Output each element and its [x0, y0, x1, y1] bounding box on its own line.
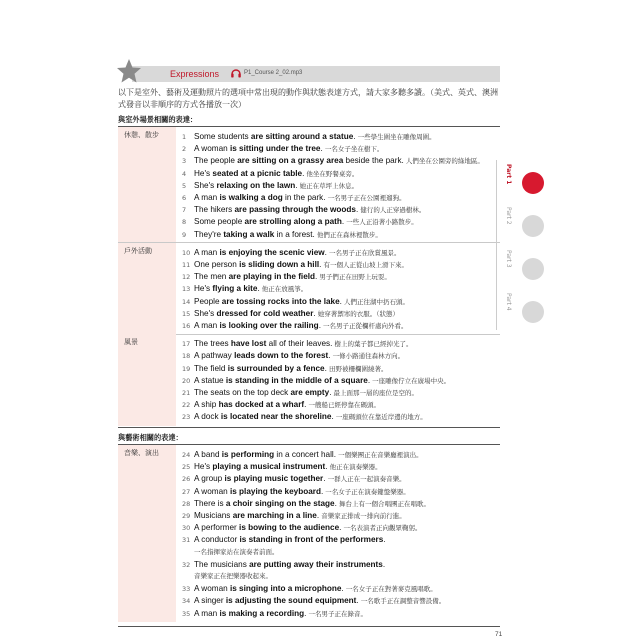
outdoor-expressions-table — [118, 127, 500, 427]
english-sentence — [194, 523, 341, 532]
chinese-translation: 一名指揮家站在演奏者前面。 — [194, 547, 279, 556]
sentence-prefix: There is — [194, 498, 226, 508]
expression-line — [182, 228, 500, 240]
sentence-prefix: A woman — [194, 584, 230, 594]
chinese-translation: 一名表演者正向觀眾鞠躬。 — [341, 524, 422, 533]
chinese-translation: 她穿著禦寒的衣服。（狀態） — [315, 309, 400, 318]
chinese-translation: 他正在放風箏。 — [259, 285, 308, 294]
sentence-prefix: The people — [194, 156, 238, 166]
chinese-translation: 一名男子正在錄音。 — [306, 609, 367, 618]
key-expression: are marching in a line — [232, 511, 317, 520]
chinese-translation: 她正在草坪上休息。 — [297, 181, 359, 190]
group-tag-label: 戶外活動 — [124, 246, 152, 255]
expression-line — [182, 295, 500, 307]
line-number: 19 — [182, 364, 191, 373]
group-tag-label: 休憩、散步 — [124, 131, 159, 139]
expression-line — [182, 142, 500, 154]
key-expression: are sitting around a statue — [250, 132, 354, 141]
english-sentence — [194, 260, 321, 269]
line-number: 8 — [182, 218, 187, 227]
english-sentence — [194, 309, 316, 318]
sentence-suffix: . — [355, 205, 359, 215]
line-number: 26 — [182, 475, 191, 484]
line-number: 2 — [182, 145, 187, 154]
line-number: 17 — [182, 340, 191, 349]
sentence-prefix: One person — [194, 259, 240, 269]
chinese-translation: 舞台上有一個合唱團正在唱歌。 — [336, 499, 430, 508]
sentence-suffix: . — [295, 180, 298, 190]
tab-part-4-marker[interactable] — [522, 301, 544, 323]
audio-file-name: P1_Course 2_02.mp3 — [244, 70, 303, 76]
tab-divider — [496, 160, 497, 330]
sentence-suffix: in a forest. — [274, 229, 315, 239]
line-number: 20 — [182, 376, 191, 385]
key-expression: is standing in the middle of a square — [225, 375, 368, 385]
key-expression: are playing in the field — [228, 272, 316, 282]
sentence-suffix: all of their leaves. — [266, 339, 333, 349]
sentence-prefix: A conductor — [194, 535, 240, 545]
english-sentence — [194, 499, 337, 508]
line-number: 16 — [182, 321, 191, 330]
key-expression: leads down to the forest — [234, 351, 329, 361]
key-expression: has docked at a wharf — [218, 400, 305, 410]
key-expression: is bowing to the audience — [239, 523, 340, 533]
sentence-suffix: . — [328, 351, 331, 361]
expression-line — [182, 319, 500, 331]
english-sentence — [194, 321, 321, 330]
expression-group — [118, 445, 500, 622]
sentence-prefix: Some students — [194, 132, 251, 141]
key-expression: is located near the shoreline — [220, 412, 332, 422]
line-number: 1 — [182, 133, 187, 141]
sentence-suffix: . — [356, 596, 359, 606]
line-number: 13 — [182, 285, 191, 294]
expression-line — [182, 349, 500, 361]
tab-part-3-marker[interactable] — [522, 258, 544, 280]
sentence-prefix: A dock — [194, 412, 221, 422]
english-sentence — [194, 230, 315, 239]
expression-line — [182, 582, 500, 594]
chinese-translation: 人們坐在公園旁的綠地區。 — [403, 157, 484, 166]
expressions-header — [118, 64, 500, 84]
sentence-prefix: A pathway — [194, 351, 235, 361]
key-expression: are strolling along a path — [244, 217, 342, 227]
group-tag — [118, 127, 176, 243]
sentence-prefix: A man — [194, 320, 220, 330]
sentence-prefix: A woman — [194, 144, 230, 154]
sentence-suffix: in the park. — [282, 193, 326, 202]
key-expression: are putting away their instruments — [249, 559, 383, 569]
expression-line — [182, 398, 500, 410]
section-title-outdoor: 與室外場景相關的表達： — [118, 115, 198, 124]
key-expression: a choir singing on the stage — [225, 498, 335, 508]
page-number: 71 — [495, 631, 503, 638]
sentence-prefix: A ship — [194, 400, 219, 410]
star-icon — [116, 58, 142, 84]
key-expression: is making a recording — [219, 608, 305, 618]
expression-line — [182, 521, 500, 533]
sentence-prefix: People — [194, 296, 222, 306]
english-sentence — [194, 376, 370, 385]
sentence-suffix: . — [329, 387, 332, 397]
expression-line — [182, 448, 500, 460]
sentence-prefix: He's — [194, 462, 213, 472]
line-number: 22 — [182, 401, 191, 410]
section-rule — [118, 427, 500, 428]
group-tag — [118, 243, 176, 334]
tab-part-3[interactable]: Part 3 — [505, 250, 512, 268]
line-number: 7 — [182, 206, 187, 215]
sentence-prefix: Musicians — [194, 511, 233, 520]
line-number: 5 — [182, 181, 187, 190]
sentence-suffix: . — [353, 132, 356, 141]
english-sentence — [194, 609, 306, 618]
english-sentence — [194, 181, 298, 190]
chinese-translation: 一名男子正在公園裡遛狗。 — [325, 194, 406, 202]
sentence-suffix: . — [341, 217, 345, 227]
sentence-prefix: They're — [194, 229, 224, 239]
chinese-translation: 他正在演奏樂器。 — [327, 463, 382, 472]
group-tag — [118, 334, 176, 425]
key-expression: is playing the keyboard — [229, 486, 321, 496]
chinese-translation: 一名歌手正在調整音響設備。 — [358, 597, 446, 606]
expression-line — [182, 270, 500, 282]
key-expression: is sliding down a hill — [239, 259, 320, 269]
section-title-art: 與藝術相關的表達： — [118, 433, 183, 442]
line-number: 3 — [182, 157, 187, 166]
line-number: 15 — [182, 309, 191, 318]
expression-line — [182, 337, 500, 349]
line-number: 23 — [182, 413, 191, 422]
key-expression: playing a musical instrument — [212, 462, 326, 472]
part-tabs — [496, 160, 526, 330]
chinese-translation: 一座雕像佇立在廣場中央。 — [370, 376, 451, 385]
expression-line — [182, 179, 500, 191]
key-expression: is enjoying the scenic view — [219, 247, 325, 257]
sentence-suffix: . — [383, 535, 386, 545]
expression-line — [182, 497, 500, 509]
chinese-translation: 一條小路通往森林方向。 — [330, 352, 405, 361]
header-title: Expressions — [170, 69, 220, 79]
english-sentence — [194, 248, 327, 257]
sentence-suffix: . — [315, 272, 318, 282]
sentence-prefix: She's — [194, 308, 217, 318]
sentence-prefix: A performer — [194, 523, 240, 533]
english-sentence — [194, 462, 328, 471]
english-sentence — [194, 144, 323, 153]
line-number: 4 — [182, 169, 187, 178]
chinese-translation: 他們正在森林裡散步。 — [314, 230, 382, 239]
sentence-suffix: . — [382, 559, 386, 569]
sentence-suffix: . — [325, 462, 328, 472]
english-sentence — [194, 400, 306, 409]
expression-line — [182, 203, 500, 215]
sentence-suffix: . — [304, 608, 307, 618]
line-number: 32 — [182, 560, 191, 569]
expression-line — [182, 374, 500, 386]
sentence-suffix: beside the park. — [343, 156, 404, 166]
expression-line — [182, 460, 500, 472]
sentence-suffix: . — [367, 375, 371, 385]
line-number: 12 — [182, 273, 191, 282]
chinese-translation: 最上面那一層的座位是空的。 — [331, 388, 419, 397]
sentence-prefix: A group — [194, 474, 225, 484]
english-sentence — [194, 193, 326, 202]
sentence-prefix: A statue — [194, 375, 226, 385]
sentence-suffix: . — [320, 486, 324, 496]
expression-line — [182, 191, 500, 203]
key-expression: is performing — [221, 450, 275, 459]
expression-line — [182, 607, 500, 619]
key-expression: is standing in front of the performers — [239, 535, 384, 545]
sentence-suffix: . — [341, 584, 344, 594]
english-sentence — [194, 535, 386, 544]
chinese-translation: 一座碼頭位在靠近岸邊的地方。 — [333, 413, 427, 422]
key-expression: seated at a picnic table — [212, 168, 303, 178]
expression-line — [182, 215, 500, 227]
tab-part-2[interactable]: Part 2 — [505, 207, 512, 225]
key-expression: are tossing rocks into the lake — [221, 296, 340, 306]
line-number: 27 — [182, 487, 191, 496]
chinese-translation: 一名女子坐在樹下。 — [322, 145, 384, 154]
chinese-translation: 一名女子正在對著麥克風唱歌。 — [343, 585, 437, 594]
key-expression: is adjusting the sound equipment — [225, 596, 357, 606]
english-sentence — [194, 284, 260, 293]
sentence-suffix: . — [339, 523, 342, 533]
sentence-suffix: . — [339, 296, 342, 306]
chinese-translation: 一名男子正從欄杆處向外看。 — [320, 321, 408, 330]
sentence-suffix: . — [320, 144, 323, 154]
expression-line — [182, 410, 500, 422]
sentence-suffix: . — [302, 168, 305, 178]
sentence-prefix: The seats on the top deck — [194, 387, 291, 397]
key-expression: is singing into a microphone — [229, 584, 342, 594]
key-expression: taking a walk — [223, 229, 275, 239]
page — [118, 60, 500, 630]
sentence-prefix: A man — [194, 608, 220, 618]
section-rule — [118, 626, 500, 627]
english-sentence — [194, 205, 358, 214]
key-expression: flying a kite — [212, 284, 258, 294]
key-expression: dressed for cold weather — [216, 308, 314, 318]
expression-line — [182, 485, 500, 497]
chinese-translation: 音樂家正在把樂器收起來。 — [194, 572, 272, 580]
chinese-translation: 一些學生圍坐在雕像周圍。 — [355, 133, 436, 141]
chinese-translation: 他坐在野餐桌旁。 — [304, 169, 359, 178]
sentence-suffix: . — [323, 474, 326, 484]
expression-line — [182, 558, 500, 570]
sentence-suffix: . — [318, 320, 321, 330]
sentence-suffix: in a concert hall. — [274, 450, 337, 459]
expression-line — [182, 307, 500, 319]
sentence-suffix: . — [257, 284, 260, 294]
line-number: 14 — [182, 297, 191, 306]
chinese-translation: 一艘船已經停靠在碼頭。 — [306, 401, 380, 410]
group-tag — [118, 445, 176, 622]
expression-line — [182, 362, 500, 374]
sentence-prefix: A man — [194, 193, 220, 202]
sentence-prefix: The trees — [194, 339, 231, 349]
line-number: 28 — [182, 499, 191, 508]
line-number: 9 — [182, 230, 187, 239]
sentence-prefix: Some people — [194, 217, 245, 227]
english-sentence — [194, 169, 304, 178]
key-expression: are empty — [290, 387, 330, 397]
expression-group — [118, 334, 500, 425]
expression-line — [182, 386, 500, 398]
line-number: 11 — [182, 260, 191, 269]
sentence-prefix: A singer — [194, 596, 226, 606]
english-sentence — [194, 412, 334, 421]
chinese-translation: 健行的人正穿過樹林。 — [358, 206, 426, 215]
line-number: 29 — [182, 512, 191, 520]
line-number: 35 — [182, 609, 191, 618]
line-number: 21 — [182, 388, 191, 397]
expression-group — [118, 243, 500, 334]
chinese-translation: 一名女子正在演奏鍵盤樂器。 — [323, 487, 410, 496]
line-number: 33 — [182, 585, 191, 594]
intro-text: 以下是室外、藝術及運動照片的選項中常出現的動作與狀態表達方式，請大家多聽多讀。（美式、英式、澳洲式發音以非順序的方式各播放一次） — [118, 88, 498, 109]
english-sentence — [194, 297, 342, 306]
line-number: 18 — [182, 352, 191, 361]
english-sentence — [194, 450, 336, 459]
chinese-translation: 一群人正在一起演奏音樂。 — [325, 475, 406, 484]
chinese-translation: 一個樂團正在音樂廳裡演出。 — [336, 451, 423, 459]
key-expression: is surrounded by a fence — [227, 363, 325, 373]
line-number: 30 — [182, 524, 191, 533]
expression-line — [182, 533, 500, 545]
expression-line — [182, 167, 500, 179]
key-expression: is walking a dog — [219, 193, 283, 202]
expression-line — [182, 130, 500, 142]
english-sentence — [194, 511, 319, 520]
tab-part-1-marker[interactable] — [522, 172, 544, 194]
key-expression: have lost — [230, 339, 267, 349]
sentence-suffix: . — [324, 363, 327, 373]
sentence-suffix: . — [313, 308, 316, 318]
chinese-translation: 音樂家正排成一排向前行進。 — [319, 512, 406, 520]
tab-part-4[interactable]: Part 4 — [505, 293, 512, 311]
english-sentence — [194, 156, 404, 165]
sentence-prefix: The hikers — [194, 205, 235, 215]
group-tag-label: 音樂、演出 — [124, 449, 159, 457]
sentence-prefix: A man — [194, 247, 220, 257]
expression-line — [182, 154, 500, 166]
expression-line — [182, 258, 500, 270]
chinese-translation: 田野被柵欄圍繞著。 — [326, 364, 388, 373]
sentence-suffix: . — [316, 511, 320, 520]
key-expression: is playing music together — [224, 474, 324, 484]
sentence-suffix: . — [334, 498, 337, 508]
chinese-translation: 一些人正沿著小路散步。 — [344, 218, 418, 227]
english-sentence — [194, 474, 326, 483]
sentence-suffix: . — [324, 247, 327, 257]
chinese-translation: 男子們正在田野上玩耍。 — [317, 273, 391, 282]
key-expression: are passing through the woods — [234, 205, 356, 215]
key-expression: is sitting under the tree — [229, 144, 321, 154]
english-sentence — [194, 388, 331, 397]
headphones-icon[interactable] — [230, 67, 242, 79]
sentence-prefix: He's — [194, 284, 213, 294]
chinese-translation: 有一個人正從山坡上滑下來。 — [321, 260, 408, 269]
sentence-suffix: . — [319, 259, 322, 269]
expression-line — [182, 282, 500, 294]
expression-line — [182, 594, 500, 606]
sentence-prefix: The men — [194, 272, 229, 282]
expression-line — [182, 472, 500, 484]
english-sentence — [194, 584, 344, 593]
english-sentence — [194, 560, 385, 569]
sentence-suffix: . — [331, 412, 334, 422]
english-sentence — [194, 132, 356, 141]
english-sentence — [194, 596, 359, 605]
tab-part-1[interactable]: Part 1 — [505, 164, 512, 185]
expression-group — [118, 127, 500, 243]
group-tag-label: 風景 — [124, 338, 138, 347]
english-sentence — [194, 339, 332, 348]
line-number: 10 — [182, 248, 191, 257]
line-number: 24 — [182, 451, 191, 459]
sentence-prefix: She's — [194, 180, 217, 190]
sentence-prefix: The musicians — [194, 559, 250, 569]
art-expressions-table — [118, 445, 500, 626]
sentence-prefix: He's — [194, 168, 213, 178]
expression-line — [182, 509, 500, 521]
line-number: 25 — [182, 463, 191, 472]
english-sentence — [194, 364, 327, 373]
key-expression: relaxing on the lawn — [216, 180, 296, 190]
sentence-prefix: The field — [194, 363, 228, 373]
sentence-prefix: A band — [194, 450, 222, 459]
english-sentence — [194, 351, 331, 360]
english-sentence — [194, 217, 344, 226]
chinese-translation: 人們正往湖中扔石頭。 — [341, 297, 409, 306]
english-sentence — [194, 487, 323, 496]
key-expression: is looking over the railing — [219, 320, 319, 330]
tab-part-2-marker[interactable] — [522, 215, 544, 237]
line-number: 6 — [182, 194, 187, 202]
line-number: 34 — [182, 597, 191, 606]
expression-line — [182, 246, 500, 258]
sentence-suffix: . — [304, 400, 307, 410]
sentence-prefix: A woman — [194, 486, 230, 496]
chinese-translation: 樹上的葉子都已經掉光了。 — [332, 340, 413, 349]
key-expression: are sitting on a grassy area — [237, 156, 344, 166]
chinese-translation: 一名男子正在欣賞風景。 — [326, 248, 401, 257]
english-sentence — [194, 272, 317, 281]
line-number: 31 — [182, 536, 191, 545]
